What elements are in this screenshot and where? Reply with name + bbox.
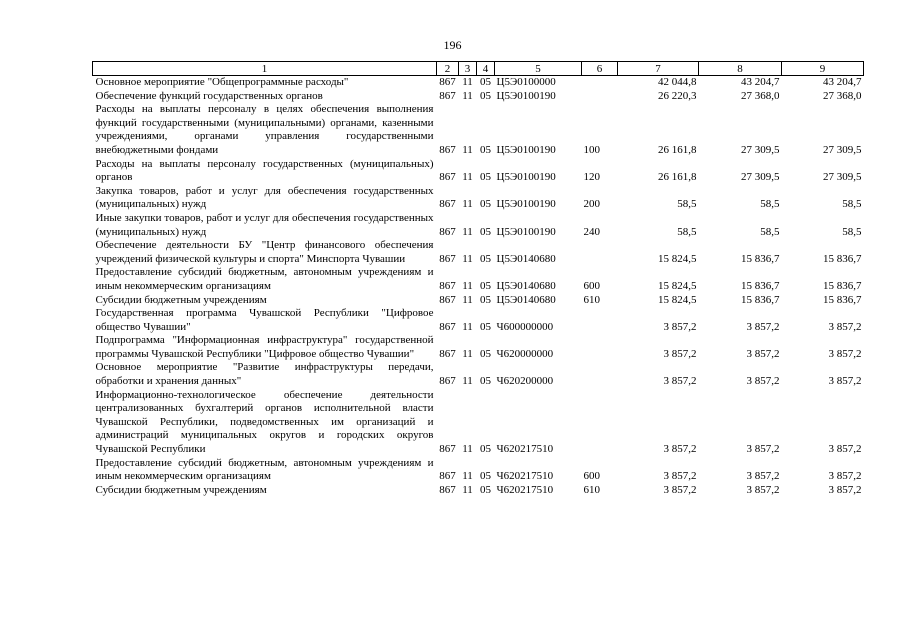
column-header-8: 8 xyxy=(699,62,782,76)
row-target-article: Ч620200000 xyxy=(496,375,554,388)
row-amount-1: 26 220,3 xyxy=(658,89,697,102)
row-description: Основное мероприятие "Развитие инфраструктуры передачи, обработки и хранения данных" xyxy=(95,361,434,388)
row-section-code: 11 xyxy=(462,375,473,388)
row-ministry-code: 867 xyxy=(439,347,456,360)
row-section-code: 11 xyxy=(462,470,473,483)
column-header-5: 5 xyxy=(495,62,582,76)
row-section-code: 11 xyxy=(462,89,473,102)
row-amount-2: 3 857,2 xyxy=(746,483,780,496)
column-header-7: 7 xyxy=(618,62,699,76)
row-amount-2: 3 857,2 xyxy=(746,375,780,388)
row-amount-2: 3 857,2 xyxy=(746,470,780,483)
row-amount-1: 58,5 xyxy=(677,225,697,238)
row-expense-type xyxy=(582,307,618,334)
column-header-6: 6 xyxy=(582,62,618,76)
row-amount-2: 15 836,7 xyxy=(741,293,780,306)
row-section-code: 11 xyxy=(462,198,473,211)
row-target-article: Ц5Э0140680 xyxy=(496,293,556,306)
table-row xyxy=(93,185,864,212)
table-row xyxy=(93,239,864,266)
table-header xyxy=(93,62,864,76)
row-target-article: Ц5Э0140680 xyxy=(496,279,556,292)
row-amount-2: 15 836,7 xyxy=(741,279,780,292)
column-header-1: 1 xyxy=(93,62,437,76)
table-row xyxy=(93,294,864,308)
row-description: Расходы на выплаты персоналу государственных (муниципальных) органов xyxy=(95,157,434,184)
row-amount-3: 3 857,2 xyxy=(828,443,862,456)
row-amount-3: 3 857,2 xyxy=(828,375,862,388)
row-subsection-code: 05 xyxy=(480,293,491,306)
row-ministry-code: 867 xyxy=(439,143,456,156)
row-amount-1: 58,5 xyxy=(677,198,697,211)
row-amount-1: 3 857,2 xyxy=(663,347,697,360)
table-row xyxy=(93,158,864,185)
row-target-article: Ц5Э0100000 xyxy=(496,76,556,88)
row-section-code: 11 xyxy=(462,143,473,156)
table-row xyxy=(93,389,864,457)
row-target-article: Ч620000000 xyxy=(496,347,554,360)
row-section-code: 11 xyxy=(462,293,473,306)
row-amount-1: 15 824,5 xyxy=(658,293,697,306)
row-description: Субсидии бюджетным учреждениям xyxy=(95,483,267,496)
row-subsection-code: 05 xyxy=(480,470,491,483)
row-amount-3: 27 368,0 xyxy=(823,89,862,102)
row-amount-3: 3 857,2 xyxy=(828,347,862,360)
row-expense-type xyxy=(582,361,618,388)
budget-table xyxy=(92,61,864,497)
row-description: Государственная программа Чувашской Республики "Цифровое общество Чувашии" xyxy=(95,307,434,333)
row-expense-type: 600 xyxy=(583,279,600,292)
column-header-2: 2 xyxy=(437,62,459,76)
row-ministry-code: 867 xyxy=(439,225,456,238)
row-amount-1: 26 161,8 xyxy=(658,143,697,156)
row-amount-1: 3 857,2 xyxy=(663,375,697,388)
row-amount-2: 43 204,7 xyxy=(741,76,780,88)
row-section-code: 11 xyxy=(462,483,473,496)
row-target-article: Ц5Э0100190 xyxy=(496,225,556,238)
row-amount-2: 58,5 xyxy=(760,225,780,238)
row-expense-type: 100 xyxy=(583,143,600,156)
row-amount-3: 3 857,2 xyxy=(828,320,862,333)
row-section-code: 11 xyxy=(462,76,473,88)
row-amount-3: 43 204,7 xyxy=(823,76,862,88)
table-row xyxy=(93,103,864,157)
row-ministry-code: 867 xyxy=(439,171,456,184)
column-header-3: 3 xyxy=(459,62,477,76)
row-section-code: 11 xyxy=(462,279,473,292)
row-ministry-code: 867 xyxy=(439,198,456,211)
row-target-article: Ч620217510 xyxy=(496,470,554,483)
row-amount-3: 15 836,7 xyxy=(823,293,862,306)
row-amount-3: 27 309,5 xyxy=(823,171,862,184)
row-subsection-code: 05 xyxy=(480,443,491,456)
row-target-article: Ч620217510 xyxy=(496,443,554,456)
row-subsection-code: 05 xyxy=(480,279,491,292)
table-row xyxy=(93,484,864,498)
table-row xyxy=(93,76,864,90)
row-ministry-code: 867 xyxy=(439,76,456,88)
row-subsection-code: 05 xyxy=(480,347,491,360)
row-amount-2: 15 836,7 xyxy=(741,252,780,265)
row-ministry-code: 867 xyxy=(439,470,456,483)
table-row xyxy=(93,307,864,334)
row-ministry-code: 867 xyxy=(439,279,456,292)
row-target-article: Ч620217510 xyxy=(496,483,554,496)
row-expense-type xyxy=(582,76,618,90)
row-expense-type xyxy=(582,239,618,266)
header-row xyxy=(93,62,864,76)
row-ministry-code: 867 xyxy=(439,293,456,306)
row-amount-3: 3 857,2 xyxy=(828,470,862,483)
row-target-article: Ц5Э0100190 xyxy=(496,198,556,211)
row-target-article: Ц5Э0140680 xyxy=(496,252,556,265)
row-ministry-code: 867 xyxy=(439,375,456,388)
row-ministry-code: 867 xyxy=(439,320,456,333)
row-target-article: Ц5Э0100190 xyxy=(496,171,556,184)
row-target-article: Ц5Э0100190 xyxy=(496,143,556,156)
row-amount-1: 26 161,8 xyxy=(658,171,697,184)
row-description: Основное мероприятие "Общепрограммные расходы" xyxy=(95,76,349,88)
row-amount-3: 27 309,5 xyxy=(823,143,862,156)
row-expense-type xyxy=(582,389,618,457)
row-amount-1: 15 824,5 xyxy=(658,252,697,265)
row-section-code: 11 xyxy=(462,443,473,456)
row-expense-type: 120 xyxy=(583,171,600,184)
row-target-article: Ц5Э0100190 xyxy=(496,89,556,102)
row-ministry-code: 867 xyxy=(439,252,456,265)
table-row xyxy=(93,90,864,104)
row-expense-type: 240 xyxy=(583,225,600,238)
row-amount-2: 27 368,0 xyxy=(741,89,780,102)
row-amount-3: 15 836,7 xyxy=(823,279,862,292)
row-amount-3: 15 836,7 xyxy=(823,252,862,265)
row-amount-1: 42 044,8 xyxy=(658,76,697,88)
row-amount-2: 3 857,2 xyxy=(746,320,780,333)
row-amount-2: 27 309,5 xyxy=(741,171,780,184)
row-amount-2: 3 857,2 xyxy=(746,347,780,360)
table-row xyxy=(93,212,864,239)
table-row xyxy=(93,457,864,484)
table-body xyxy=(93,76,864,498)
row-amount-1: 15 824,5 xyxy=(658,279,697,292)
row-target-article: Ч600000000 xyxy=(496,320,554,333)
row-description: Обеспечение функций государственных органов xyxy=(95,89,323,102)
row-amount-3: 58,5 xyxy=(842,198,862,211)
row-description: Предоставление субсидий бюджетным, автономным учреждениям и иным некоммерческим организациям xyxy=(95,266,434,292)
row-section-code: 11 xyxy=(462,320,473,333)
row-subsection-code: 05 xyxy=(480,320,491,333)
row-section-code: 11 xyxy=(462,225,473,238)
row-subsection-code: 05 xyxy=(480,375,491,388)
page-number: 196 xyxy=(443,38,462,52)
row-description: Иные закупки товаров, работ и услуг для обеспечения государственных (муниципальных) нужд xyxy=(95,211,434,238)
row-ministry-code: 867 xyxy=(439,483,456,496)
row-amount-1: 3 857,2 xyxy=(663,443,697,456)
row-amount-2: 3 857,2 xyxy=(746,443,780,456)
row-subsection-code: 05 xyxy=(480,252,491,265)
row-amount-1: 3 857,2 xyxy=(663,470,697,483)
row-ministry-code: 867 xyxy=(439,443,456,456)
row-expense-type: 610 xyxy=(583,483,600,496)
row-expense-type xyxy=(582,90,618,104)
table-row xyxy=(93,334,864,361)
row-subsection-code: 05 xyxy=(480,89,491,102)
row-subsection-code: 05 xyxy=(480,483,491,496)
table-row xyxy=(93,361,864,388)
row-subsection-code: 05 xyxy=(480,143,491,156)
row-section-code: 11 xyxy=(462,252,473,265)
row-description: Расходы на выплаты персоналу в целях обеспечения выполнения функций государственными (муниципальными) органами, казенными учреждениями, органами управления государственными внебюджетными фондами xyxy=(95,103,434,156)
row-expense-type: 600 xyxy=(583,470,600,483)
row-subsection-code: 05 xyxy=(480,198,491,211)
row-expense-type: 610 xyxy=(583,293,600,306)
row-amount-3: 3 857,2 xyxy=(828,483,862,496)
column-header-4: 4 xyxy=(477,62,495,76)
row-amount-1: 3 857,2 xyxy=(663,483,697,496)
row-amount-2: 27 309,5 xyxy=(741,143,780,156)
row-amount-1: 3 857,2 xyxy=(663,320,697,333)
column-header-9: 9 xyxy=(782,62,864,76)
row-expense-type: 200 xyxy=(583,198,600,211)
table-row xyxy=(93,266,864,293)
row-amount-2: 58,5 xyxy=(760,198,780,211)
row-ministry-code: 867 xyxy=(439,89,456,102)
row-subsection-code: 05 xyxy=(480,76,491,88)
row-description: Закупка товаров, работ и услуг для обеспечения государственных (муниципальных) нужд xyxy=(95,184,434,211)
row-description: Информационно-технологическое обеспечение деятельности централизованных бухгалтерий органов исполнительной власти Чувашской Республики, подведомственных им организаций и администраций муниципальных округов и городских округов Чувашской Республики xyxy=(95,388,434,456)
row-section-code: 11 xyxy=(462,171,473,184)
row-description: Предоставление субсидий бюджетным, автономным учреждениям и иным некоммерческим организациям xyxy=(95,456,434,483)
row-section-code: 11 xyxy=(462,347,473,360)
row-description: Обеспечение деятельности БУ "Центр финансового обеспечения учреждений физической культуры и спорта" Минспорта Чувашии xyxy=(95,239,434,265)
row-expense-type xyxy=(582,334,618,361)
row-description: Подпрограмма "Информационная инфраструктура" государственной программы Чувашской Республики "Цифровое общество Чувашии" xyxy=(95,334,434,360)
row-subsection-code: 05 xyxy=(480,225,491,238)
row-subsection-code: 05 xyxy=(480,171,491,184)
row-description: Субсидии бюджетным учреждениям xyxy=(95,293,267,306)
row-amount-3: 58,5 xyxy=(842,225,862,238)
